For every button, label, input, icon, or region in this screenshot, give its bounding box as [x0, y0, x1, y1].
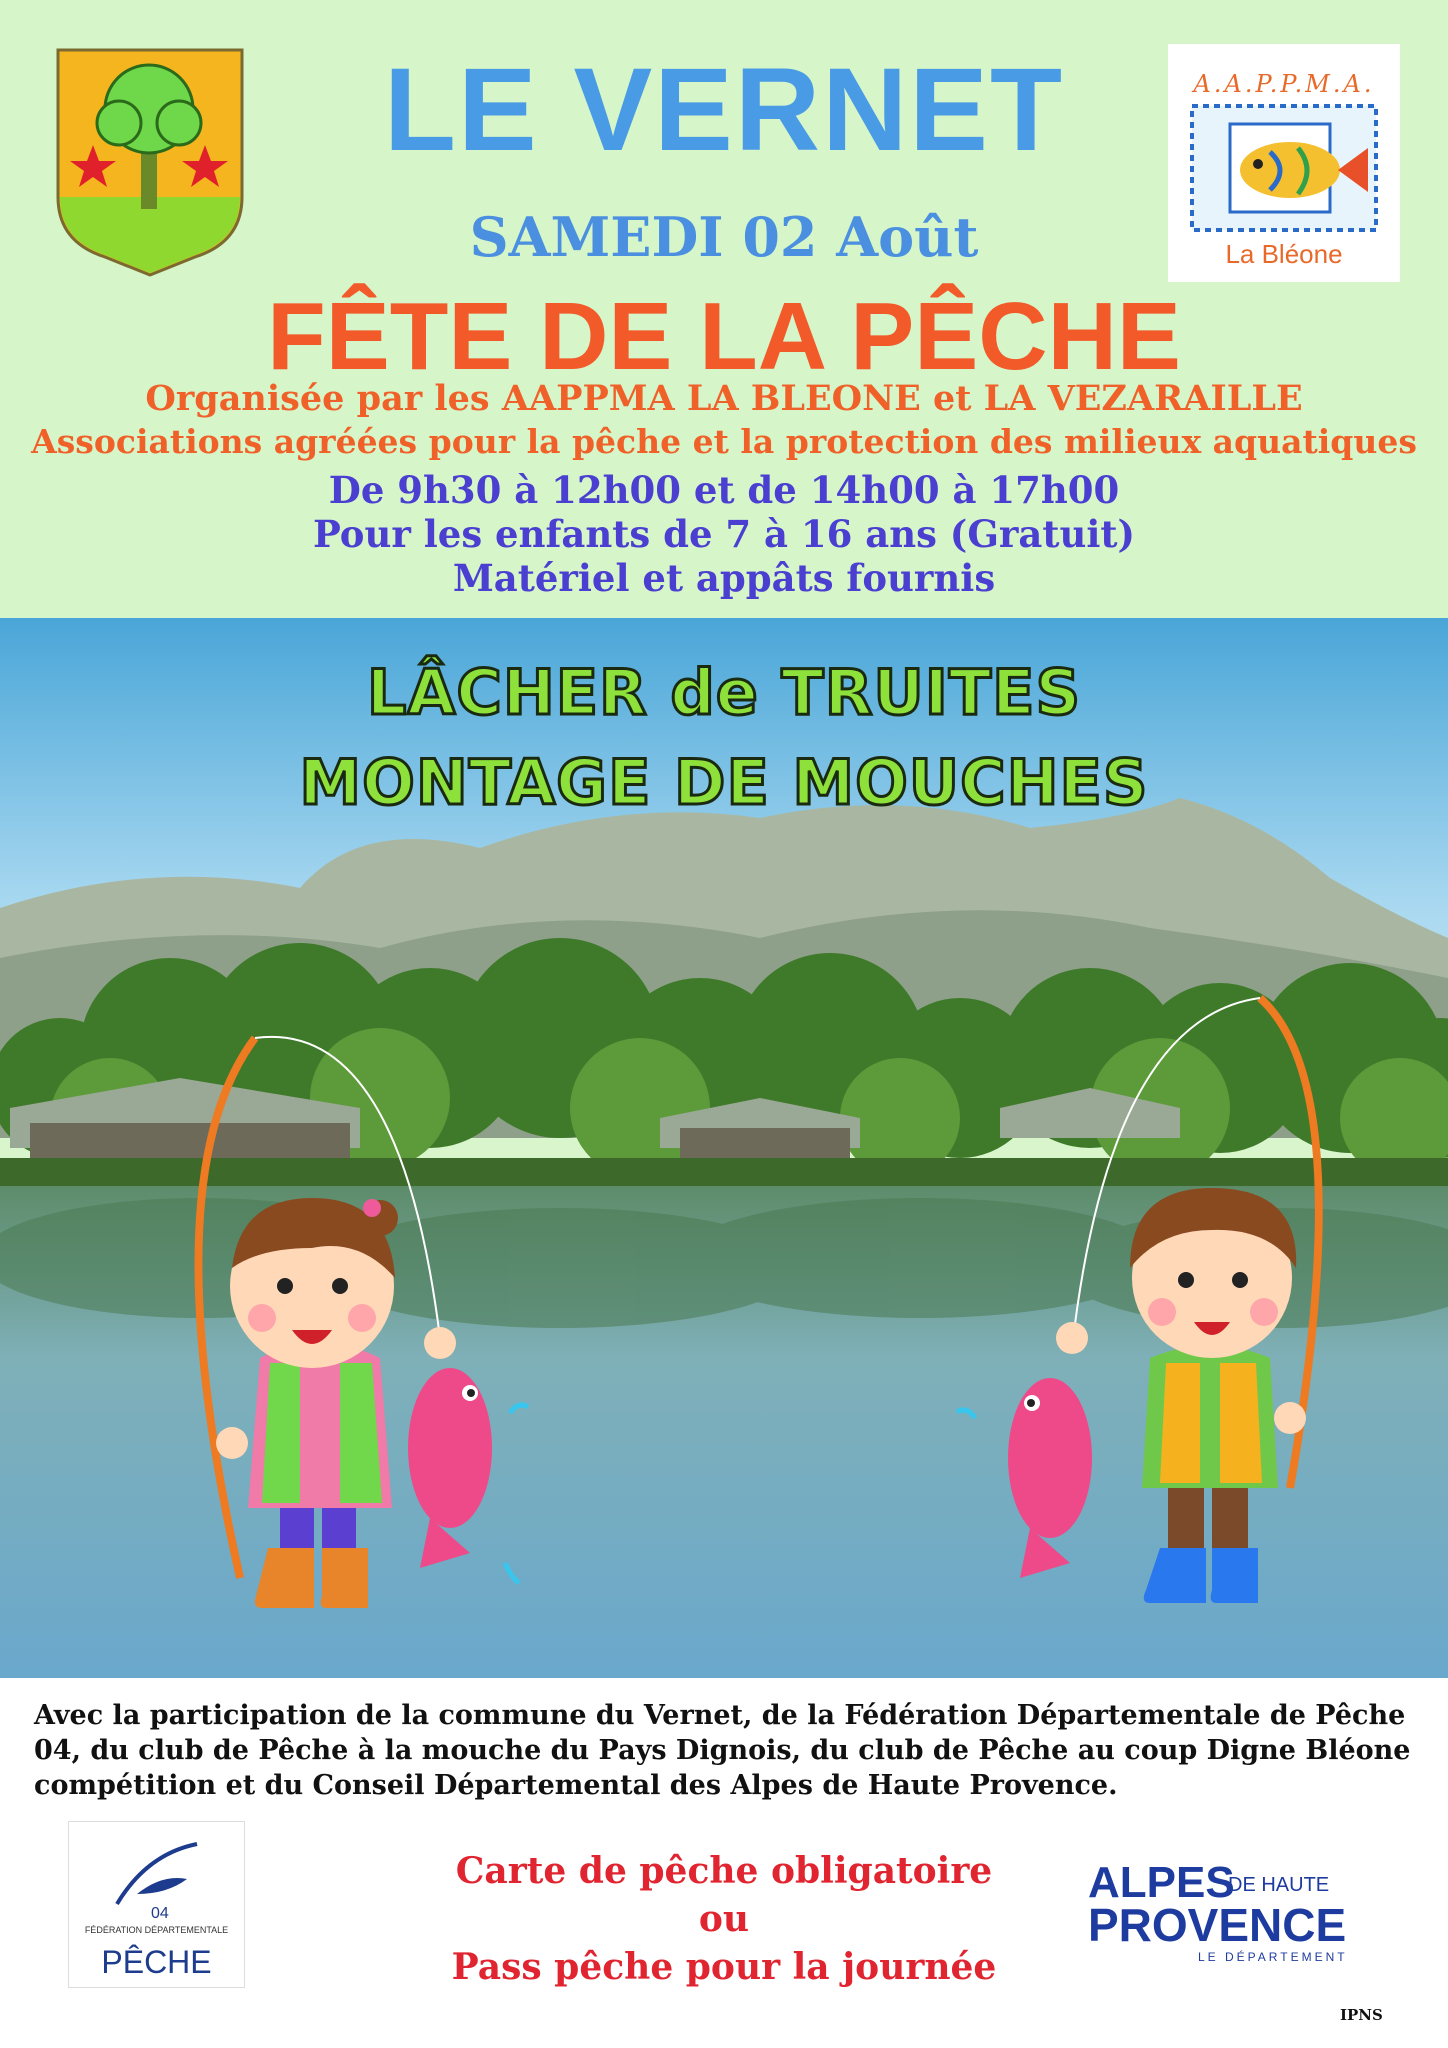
ipns-mark: IPNS [1340, 2006, 1383, 2024]
department-logo-provence: PROVENCE [1088, 1899, 1347, 1951]
department-logo-de-haute: DE HAUTE [1228, 1874, 1330, 1896]
aappma-logo-title: A.A.P.P.M.A. [1193, 70, 1375, 98]
lake-scene [0, 618, 1448, 1678]
department-logo [1088, 1858, 1348, 1978]
town-title: LE VERNET [383, 44, 1065, 176]
footer-section [0, 1678, 1448, 2048]
licence-required: Carte de pêche obligatoire [455, 1850, 993, 1892]
department-logo-tagline: LE DÉPARTEMENT [1198, 1950, 1348, 1964]
event-title: FÊTE DE LA PÊCHE [267, 283, 1181, 390]
department-logo-alpes: ALPES [1088, 1858, 1235, 1907]
activity-trout-release: LÂCHER de TRUITES [366, 656, 1082, 729]
partners-text: Avec la participation de la commune du Vernet, de la Fédération Départementale de Pêche 04, du club de Pêche à la mouche du Pays Dignois, du club de Pêche au coup Digne Bléone compétition et du Conseil Départemental des Alpes de Haute Provence. [34, 1700, 1411, 1801]
association-line: Associations agréées pour la pêche et la protection des milieux aquatiques [31, 422, 1417, 461]
header-section [0, 0, 1448, 618]
day-pass: Pass pêche pour la journée [451, 1946, 997, 1988]
organizer-line: Organisée par les AAPPMA LA BLEONE et LA VEZARAILLE [145, 378, 1303, 419]
audience-line: Pour les enfants de 7 à 16 ans (Gratuit) [312, 512, 1136, 556]
equipment-line: Matériel et appâts fournis [452, 556, 996, 600]
federation-big-text: PÊCHE [101, 1944, 212, 1980]
federation-small-text: FÉDÉRATION DÉPARTEMENTALE [84, 1925, 229, 1935]
federation-number: 04 [151, 1905, 169, 1922]
aappma-logo-subtitle: La Bléone [1225, 239, 1343, 269]
activity-fly-tying: MONTAGE DE MOUCHES [299, 746, 1149, 819]
event-hours: De 9h30 à 12h00 et de 14h00 à 17h00 [328, 468, 1120, 512]
event-date: SAMEDI 02 Août [469, 205, 979, 269]
licence-or: ou [698, 1898, 750, 1940]
